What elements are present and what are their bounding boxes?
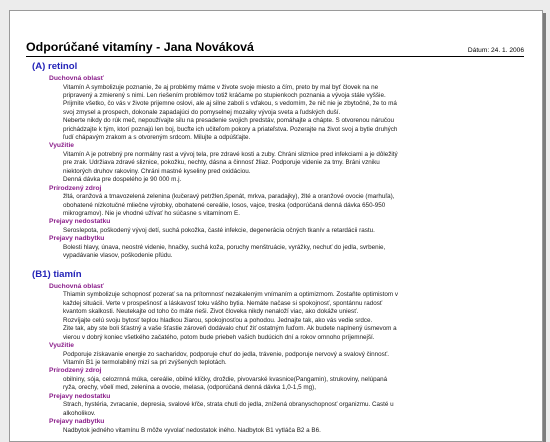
text-line: vierou v dobrý koniec všetkého začatého, potom bude priebeh vašich budúcich dní a rokov omnoho príjemnejší. [63, 333, 375, 341]
text-line: Nadbytok jedného vitamínu B môže vyvolať nedostatok iného. Nadbytok B1 vytláča B2 a B6. [63, 426, 321, 434]
report-date: Dátum: 24. 1. 2006 [467, 47, 524, 54]
section-text [63, 291, 526, 341]
text-line: žltá, oranžová a tmavozelená zelenina (kučeravý petržlen,špenát, mrkva, paradajky), žlté a oranžové ovocie (marhuľa), [63, 193, 395, 201]
text-line: kvantom skalkosti. Neutekajte od toho čo máte rieši. Život človeka nikdy nenaloží viac, ako dokáže uniesť. [63, 308, 359, 316]
vitamin-heading: (A) retinol [32, 61, 78, 72]
vitamin-list [32, 61, 532, 435]
text-line: Šeroslepota, poškodený vývoj detí, suchá pokožka, časté infekcie, degenerácia očných tkanív a retardácii rastu. [63, 227, 375, 235]
section-heading: Prejavy nadbytku [49, 418, 105, 426]
report-page [9, 10, 543, 442]
text-line: niektorých druhov rakoviny. Chráni mastné kyseliny pred oxidáciou. [63, 167, 251, 175]
text-line: Neberte nikdy do rúk meč, nepoužívajte silu na presadenie svojich predstáv, pomáhajte a chápte. S otvorenou náručou [63, 117, 395, 125]
text-line: pre zrak. Udržiava zdravé sliznice, pokožku, nechty, dásna a činnosť žliaz. Podporuje videnie za tmy. Bráni vzniku [63, 159, 380, 167]
vitamin-block [32, 61, 532, 261]
section-text [63, 227, 526, 235]
text-line: ľudí chápavým zrakom a s otvoreným srdcom. Milujte a odpúšťajte. [63, 134, 251, 142]
section-heading: Prejavy nadbytku [49, 235, 105, 243]
text-line: obilniny, sója, celozrnná múka, cereálie, obilné klíčky, droždie, pivovarské kvasnice(Pangamin), strukoviny, nelúpaná [63, 375, 388, 383]
section-text [63, 244, 526, 261]
section-text [63, 351, 526, 368]
text-line: alkoholikov. [63, 409, 96, 417]
text-line: Vitamín A symbolizuje poznanie, že aj problémy máme v živote svoje miesto a čím, preto by mal byť človek na ne [63, 83, 379, 91]
section-heading: Prejavy nedostatku [49, 218, 111, 226]
page-title: Odporúčané vitamíny - Jana Nováková [26, 40, 254, 54]
section-heading: Duchovná oblasť [49, 282, 104, 290]
text-line: mikrogramov). Nie je vhodné užívať ho súčasne s vitamínom E. [63, 210, 240, 218]
section-text [63, 376, 526, 393]
text-line: ryža, orechy, vôelí med, zelenina a ovocie, melasa, (odporúčaná denná dávka 1,0-1,5 mg), [63, 384, 316, 392]
section-text [63, 401, 526, 418]
text-line: Rozvíjajte celú svoju bytosť teplou hladkou žiarou, spokojnosťou a pohodou. Jednajte tak, ako vás vedie srdce. [63, 316, 373, 324]
text-line: Žite tak, aby ste boli šťastný a vaše šťastie zároveň dodávalo chuť žiť ostatným ľuďom. Ak budete naplnený úsmevom a [63, 325, 397, 333]
vitamin-separator [32, 261, 532, 269]
section-heading: Prírodzený zdroj [49, 184, 102, 192]
text-line: pripravený a zmierený s nimi. Len riešením problémov totiž kráčame po stupienkoch poznania a vývoja stále vyššie. [63, 92, 386, 99]
vitamin-block [32, 269, 532, 435]
text-line: Vitamín B1 je termolabilný mizí sa pri zvýšených teplotách. [63, 358, 227, 366]
text-line: každej situácii. Verte v prospešnosť a láskavosť toku vášho bytia. Nemáte načase si spokojnosť, spontánnu radosť [63, 299, 383, 307]
vitamin-heading: (B1) tiamín [32, 268, 82, 280]
section-text [63, 193, 526, 218]
text-line: prichádzajte k tým, ktorí poznajú len boj, bucfte ich učiteľom pokory a priateľstva. Pozerajte na život svoj a bytie druhých [63, 125, 398, 133]
text-line: Prijmite všetko, čo vás v živote prijemne oslovi, ale aj silne zaboli s vďakou, s vedomím, že nič nie je zbytočné, že to má [63, 100, 397, 108]
text-line: vypadávanie vlasov, poškodenie pľúdu. [63, 252, 173, 260]
section-text [63, 151, 526, 185]
text-line: obohatené nízkotučné mliečne výrobky, obohatené cereálie, losos, vajce, treska (odporúčaná denná dávka 650-950 [63, 201, 386, 209]
text-line: Vitamín A je potrebný pre normálny rast a vývoj tela, pre zdravé kosti a zuby. Chráni sliznice pred infekciami a je dôležitý [63, 151, 398, 159]
text-line: Bolesti hlavy, únava, neostré videnie, hnačky, suchá koža, poruchy menštruácie, vyrážky, nechuť do jedla, svrbenie, [63, 244, 386, 252]
section-heading: Prírodzený zdroj [49, 367, 102, 375]
text-line: Denná dávka pre dospelého je 90 000 m.j. [63, 176, 182, 184]
section-heading: Prejavy nedostatku [49, 392, 111, 400]
text-line: svoj zmysel a prospech, dokonale zapadajúci do pomyselnej mozaiky vývoja sveta a ľudských duší. [63, 108, 341, 116]
section-text [63, 84, 526, 143]
page-header [26, 39, 524, 57]
text-line: Strach, hystéria, zvracanie, depresia, svalové kŕče, strata chuti do jedla, znížená obranyschopnosť organizmu. Časté u [63, 401, 394, 409]
section-heading: Využitie [49, 142, 75, 150]
section-heading: Duchovná oblasť [49, 75, 104, 82]
section-heading: Využitie [49, 341, 75, 349]
text-line: Podporuje získavanie energie zo sacharidov, podporuje chuť do jedla, trávenie, podporuje nervový a svalový činnosť. [63, 350, 389, 358]
text-line: Thiamin symbolizuje schopnosť pozerať sa na prítomnosť nezakaleným vnímaním a optimizmom. Zostaňte optimistom v [63, 291, 399, 299]
section-text [63, 427, 526, 435]
